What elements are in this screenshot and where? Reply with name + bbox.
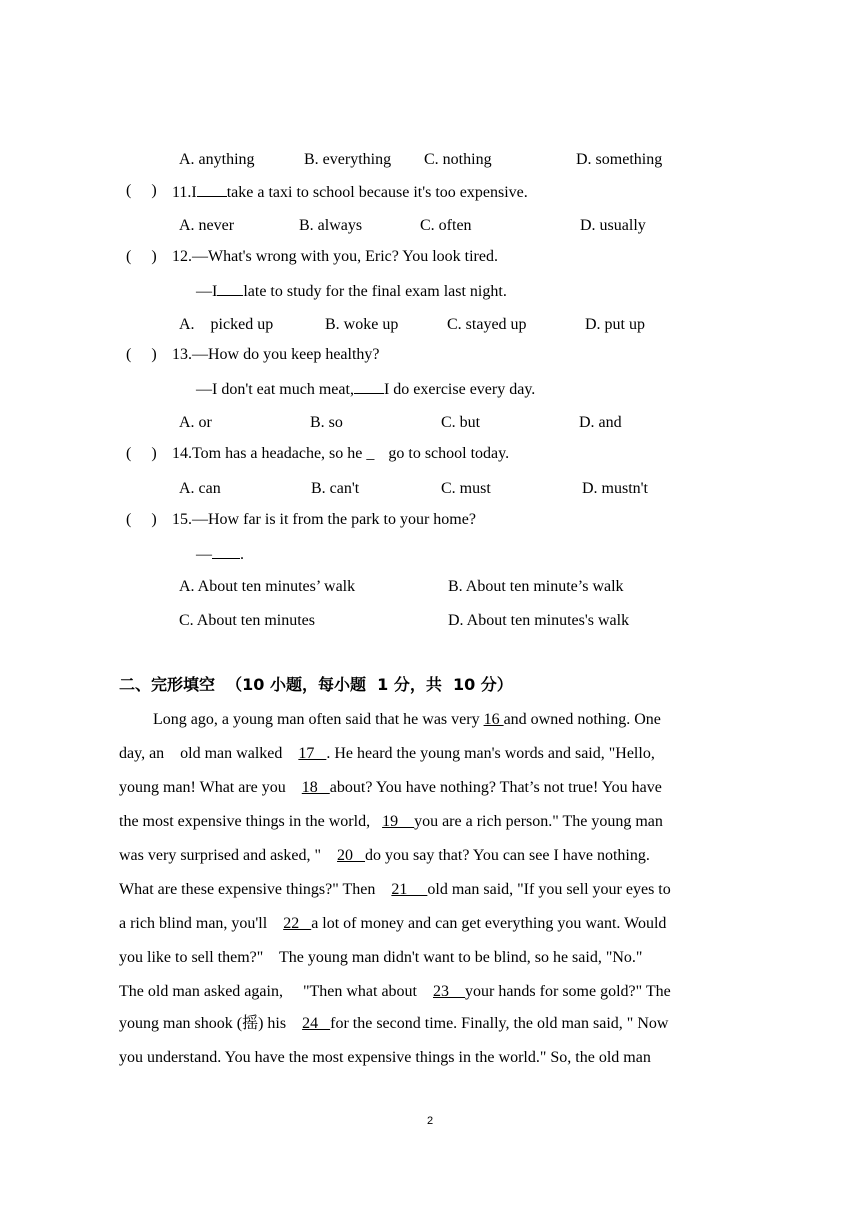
question-reply <box>196 378 535 400</box>
reply-text: — <box>196 546 212 563</box>
page-number: 2 <box>426 1115 434 1127</box>
q13-option-b: B. so <box>310 414 343 431</box>
q13-option-d: D. and <box>579 414 622 431</box>
q10-option-d: D. something <box>576 151 663 168</box>
answer-paren: ( ) <box>126 445 157 462</box>
q11-option-b: B. always <box>299 217 363 234</box>
q11-option-c: C. often <box>420 217 472 234</box>
passage-line: the most expensive things in the world, 19 you are a rich person." The young man <box>119 813 663 830</box>
reply-text: I do exercise every day. <box>383 381 536 398</box>
q14-option-d: D. mustn't <box>582 480 648 497</box>
q14-option-c: C. must <box>441 480 491 497</box>
passage-line: you understand. You have the most expensive things in the world." So, the old man <box>119 1049 651 1066</box>
q14-option-b: B. can't <box>311 480 360 497</box>
passage-line: young man! What are you 18 about? You have nothing? That’s not true! You have <box>119 779 662 796</box>
question-stem <box>172 181 528 203</box>
passage-line: day, an old man walked 17 . He heard the young man's words and said, "Hello, <box>119 745 655 762</box>
passage-line: was very surprised and asked, " 20 do you say that? You can see I have nothing. <box>119 847 650 864</box>
question-reply <box>196 280 507 302</box>
passage-line: The old man asked again, "Then what about 23 your hands for some gold?" The <box>119 983 671 1000</box>
q11-option-d: D. usually <box>580 217 646 234</box>
reply-text: —I <box>196 283 218 300</box>
q11-option-a: A. never <box>179 217 235 234</box>
question-stem: 12.—What's wrong with you, Eric? You look tired. <box>172 248 498 265</box>
blank-number: 23 <box>433 983 465 1000</box>
blank-number: 16 <box>483 711 504 728</box>
answer-blank <box>197 181 227 197</box>
answer-paren: ( ) <box>126 511 157 528</box>
answer-blank <box>354 378 384 394</box>
blank-number: 20 <box>337 847 366 864</box>
question-reply <box>196 543 244 565</box>
blank-number: 17 <box>298 745 327 762</box>
passage-line: Long ago, a young man often said that he was very 16 and owned nothing. One <box>153 711 661 728</box>
q15-option-c: C. About ten minutes <box>179 612 315 629</box>
reply-text: —I don't eat much meat, <box>196 381 354 398</box>
blank-number: 21 <box>391 881 428 898</box>
question-text: 14.Tom has a headache, so he _ <box>172 445 375 462</box>
question-number: 11.I <box>172 184 197 201</box>
q10-option-a: A. anything <box>179 151 255 168</box>
q14-option-a: A. can <box>179 480 221 497</box>
q12-option-a: A. picked up <box>179 316 274 333</box>
q12-option-d: D. put up <box>585 316 645 333</box>
answer-paren: ( ) <box>126 346 157 363</box>
question-stem: 13.—How do you keep healthy? <box>172 346 380 363</box>
answer-blank <box>217 280 243 296</box>
passage-line: a rich blind man, you'll 22 a lot of money and can get everything you want. Would <box>119 915 667 932</box>
q12-option-c: C. stayed up <box>447 316 527 333</box>
q10-option-b: B. everything <box>304 151 392 168</box>
reply-text: . <box>240 546 244 563</box>
answer-paren: ( ) <box>126 248 157 265</box>
q15-option-b: B. About ten minute’s walk <box>448 578 624 595</box>
blank-number: 24 <box>302 1015 331 1032</box>
section-heading: 二、完形填空 （10 小题，每小题 1 分，共 10 分） <box>119 675 513 694</box>
question-stem <box>172 444 509 464</box>
answer-blank <box>212 543 240 559</box>
blank-number: 18 <box>301 779 330 796</box>
q12-option-b: B. woke up <box>325 316 399 333</box>
answer-paren: ( ) <box>126 182 157 199</box>
q15-option-a: A. About ten minutes’ walk <box>179 578 356 595</box>
reply-text: late to study for the final exam last night. <box>243 283 507 300</box>
question-stem: 15.—How far is it from the park to your home? <box>172 511 476 528</box>
blank-number: 22 <box>283 915 312 932</box>
passage-line: What are these expensive things?" Then 21 old man said, "If you sell your eyes to <box>119 881 671 898</box>
question-text: go to school today. <box>388 445 510 462</box>
passage-line: young man shook (摇) his 24 for the second time. Finally, the old man said, " Now <box>119 1015 669 1032</box>
blank-number: 19 <box>382 813 415 830</box>
passage-line: you like to sell them?" The young man didn't want to be blind, so he said, "No." <box>119 949 643 966</box>
q15-option-d: D. About ten minutes's walk <box>448 612 630 629</box>
q13-option-c: C. but <box>441 414 481 431</box>
question-text: take a taxi to school because it's too expensive. <box>226 184 528 201</box>
q10-option-c: C. nothing <box>424 151 492 168</box>
q13-option-a: A. or <box>179 414 212 431</box>
